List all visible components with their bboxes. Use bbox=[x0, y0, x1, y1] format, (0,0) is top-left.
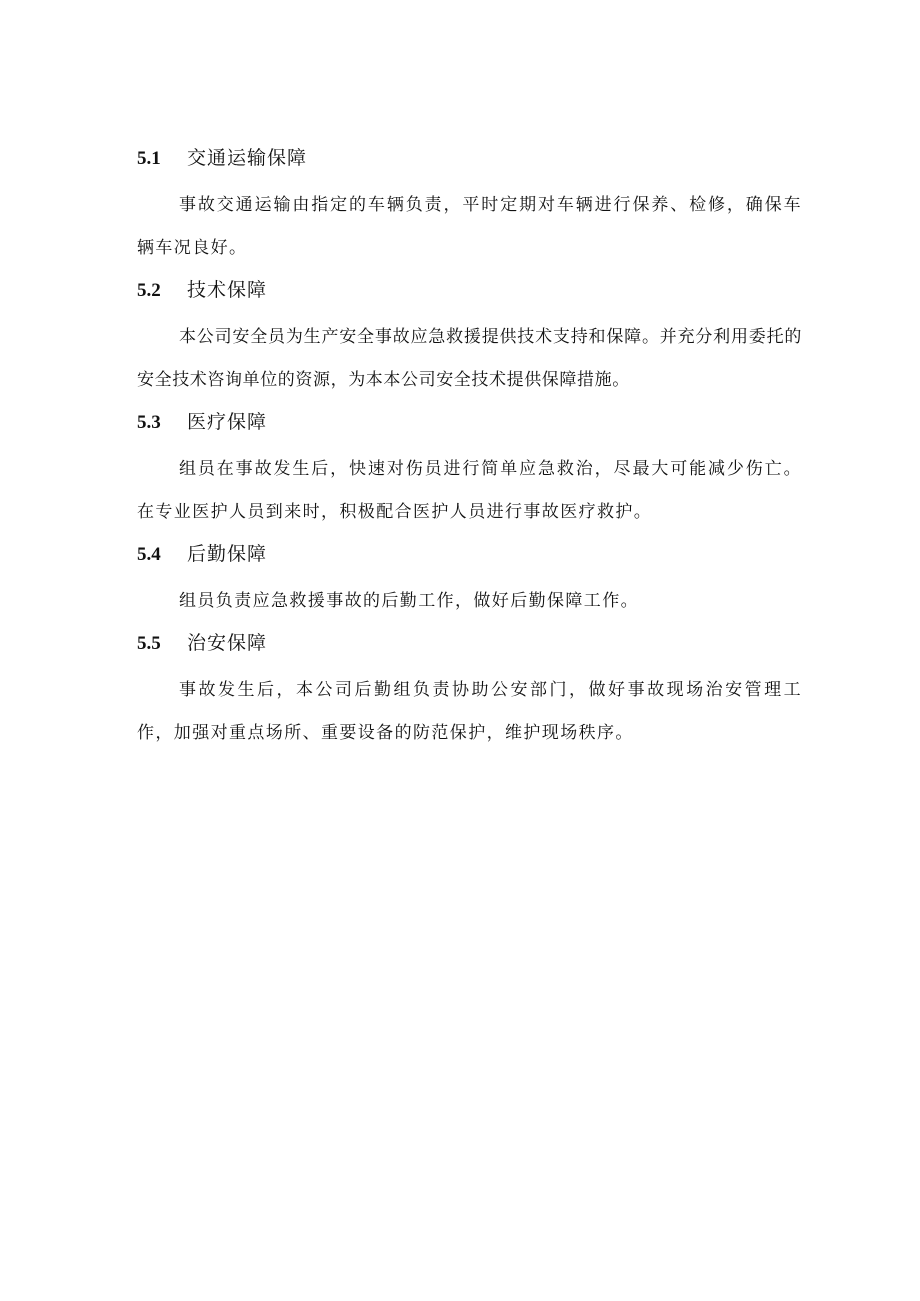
section-5-2 bbox=[137, 272, 802, 402]
section-title: 后勤保障 bbox=[187, 543, 268, 565]
section-number: 5.2 bbox=[137, 280, 161, 301]
section-5-3 bbox=[137, 404, 802, 534]
section-5-5 bbox=[137, 625, 802, 755]
section-5-4 bbox=[137, 536, 802, 623]
section-heading bbox=[137, 404, 802, 440]
section-heading bbox=[137, 536, 802, 572]
section-heading bbox=[137, 272, 802, 308]
section-title: 交通运输保障 bbox=[187, 147, 308, 169]
section-heading bbox=[137, 140, 802, 176]
section-title: 治安保障 bbox=[187, 632, 268, 654]
section-paragraph: 本公司安全员为生产安全事故应急救援提供技术支持和保障。并充分利用委托的安全技术咨询单位的资源，为本本公司安全技术提供保障措施。 bbox=[137, 327, 802, 390]
section-paragraph: 组员在事故发生后，快速对伤员进行简单应急救治，尽最大可能减少伤亡。在专业医护人员到来时，积极配合医护人员进行事故医疗救护。 bbox=[137, 459, 802, 522]
document-content bbox=[137, 140, 802, 757]
section-paragraph: 事故交通运输由指定的车辆负责，平时定期对车辆进行保养、检修，确保车辆车况良好。 bbox=[137, 195, 802, 258]
section-5-1 bbox=[137, 140, 802, 270]
section-number: 5.4 bbox=[137, 544, 161, 565]
section-number: 5.1 bbox=[137, 148, 161, 169]
section-number: 5.5 bbox=[137, 633, 161, 654]
section-paragraph: 事故发生后，本公司后勤组负责协助公安部门，做好事故现场治安管理工作，加强对重点场所、重要设备的防范保护，维护现场秩序。 bbox=[137, 680, 802, 743]
section-number: 5.3 bbox=[137, 412, 161, 433]
section-heading bbox=[137, 625, 802, 661]
section-title: 技术保障 bbox=[187, 279, 268, 301]
section-paragraph: 组员负责应急救援事故的后勤工作，做好后勤保障工作。 bbox=[179, 591, 639, 611]
section-title: 医疗保障 bbox=[187, 411, 268, 433]
